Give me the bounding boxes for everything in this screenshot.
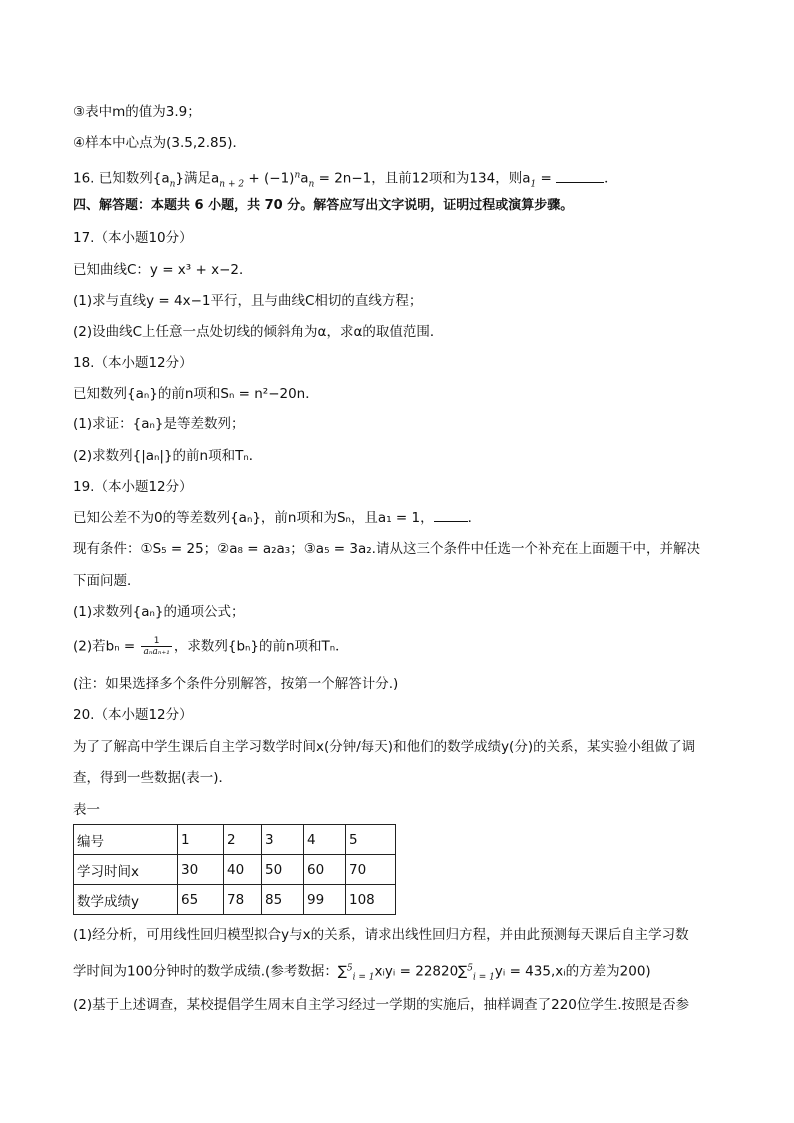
q18-part2: (2)求数列{|aₙ|}的前n项和Tₙ．: [73, 448, 263, 464]
q16-sub-1: 1: [530, 179, 537, 190]
q18-header: 18.（本小题12分）: [73, 355, 193, 371]
table-row: [74, 885, 396, 915]
fraction-denominator: aₙaₙ₊₁: [143, 647, 170, 657]
table-cell: 30: [178, 855, 224, 885]
q19-part2-text-a: (2)若bₙ =: [73, 638, 140, 655]
table-row: [74, 825, 396, 855]
table-cell: 60: [304, 855, 346, 885]
q18-stem: 已知数列{aₙ}的前n项和Sₙ = n²−20n．: [73, 386, 319, 402]
table-row: [74, 855, 396, 885]
answer-blank[interactable]: [556, 170, 604, 183]
table-cell: 2: [224, 825, 262, 855]
table-cell: 4: [304, 825, 346, 855]
q20-ref-b: xᵢyᵢ = 22820∑: [374, 963, 468, 980]
table-cell: 78: [224, 885, 262, 915]
row-header-cell: 编号: [74, 825, 178, 855]
statement-3: ③表中m的值为3.9；: [73, 104, 201, 120]
q16-text-e: = 2n−1，且前12项和为134，则a: [314, 170, 531, 187]
statement-4: ④样本中心点为(3.5,2.85)．: [73, 135, 246, 151]
q19-part2: [73, 636, 734, 657]
q17-header: 17.（本小题10分）: [73, 230, 193, 246]
section-heading: 四、解答题：本题共 6 小题，共 70 分。解答应写出文字说明，证明过程或演算步骤。: [73, 198, 574, 213]
table-cell: 5: [346, 825, 396, 855]
q20-header: 20.（本小题12分）: [73, 707, 193, 723]
q20-part1-line1: (1)经分析，可用线性回归模型拟合y与x的关系，请求出线性回归方程，并由此预测每天课后自主学习数: [73, 927, 689, 943]
q19-note: (注：如果选择多个条件分别解答，按第一个解答计分.): [73, 676, 399, 692]
q17-part1: (1)求与直线y = 4x−1平行，且与曲线C相切的直线方程；: [73, 293, 423, 309]
fraction-numerator: 1: [141, 636, 171, 647]
data-table: [73, 824, 396, 915]
row-header-cell: 学习时间x: [74, 855, 178, 885]
q19-part2-text-b: ，求数列{bₙ}的前n项和Tₙ．: [173, 638, 349, 655]
q20-part1-line2: [73, 958, 734, 987]
table-cell: 1: [178, 825, 224, 855]
q20-ref-c: yᵢ = 435,xᵢ的方差为200): [494, 963, 651, 980]
q18-part1: (1)求证：{aₙ}是等差数列；: [73, 416, 245, 432]
q19-stem-end: ．: [467, 510, 482, 526]
sum-limits-2: $^5_{i = 1}$: [467, 963, 495, 983]
q20-ref-a: 学时间为100分钟时的数学成绩.(参考数据：∑: [73, 963, 347, 980]
q20-stem-line2: 查，得到一些数据(表一)．: [73, 770, 233, 786]
question-16: [73, 165, 734, 194]
q19-header: 19.（本小题12分）: [73, 479, 193, 495]
q16-text-f: =: [536, 170, 557, 187]
q19-stem-text: 已知公差不为0的等差数列{aₙ}，前n项和为Sₙ，且a₁ = 1，: [73, 510, 434, 526]
q19-part1: (1)求数列{aₙ}的通项公式；: [73, 604, 245, 620]
q19-conditions: 现有条件：①S₅ = 25；②a₈ = a₂a₃；③a₅ = 3a₂.请从这三个条件中任选一个补充在上面题干中，并解决: [73, 541, 700, 557]
q19-conditions-cont: 下面问题．: [73, 573, 141, 589]
table-cell: 50: [262, 855, 304, 885]
q16-text-g: ．: [604, 170, 618, 187]
q16-text-a: 16. 已知数列{a: [73, 170, 170, 187]
data-table-body: [74, 825, 396, 915]
table-caption: 表一: [73, 802, 100, 818]
table-cell: 108: [346, 885, 396, 915]
table-cell: 85: [262, 885, 304, 915]
q19-stem: [73, 508, 734, 528]
q17-stem: 已知曲线C：y = x³ + x−2．: [73, 262, 253, 278]
q16-sub-n3: n: [308, 179, 315, 190]
q20-part2: (2)基于上述调查，某校提倡学生周末自主学习经过一学期的实施后，抽样调查了220位学生.按照是否参: [73, 997, 690, 1013]
fraction: [141, 636, 171, 657]
row-header-cell: 数学成绩y: [74, 885, 178, 915]
table-cell: 99: [304, 885, 346, 915]
table-cell: 40: [224, 855, 262, 885]
table-cell: 3: [262, 825, 304, 855]
q16-text-c: + (−1): [244, 170, 295, 187]
table-cell: 70: [346, 855, 396, 885]
q16-sub-n: n: [169, 179, 176, 190]
q16-sup-n: n: [294, 170, 301, 180]
q16-text-b: }满足a: [175, 170, 220, 187]
q20-stem-line1: 为了了解高中学生课后自主学习数学时间x(分钟/每天)和他们的数学成绩y(分)的关系，某实验小组做了调: [73, 739, 696, 755]
q16-text-d: a: [300, 170, 309, 187]
q17-part2: (2)设曲线C上任意一点处切线的倾斜角为α，求α的取值范围．: [73, 324, 444, 340]
table-cell: 65: [178, 885, 224, 915]
condition-blank[interactable]: [434, 509, 468, 522]
sum-limits-1: $^5_{i = 1}$: [346, 963, 375, 983]
q16-sub-n2: n + 2: [219, 179, 245, 190]
